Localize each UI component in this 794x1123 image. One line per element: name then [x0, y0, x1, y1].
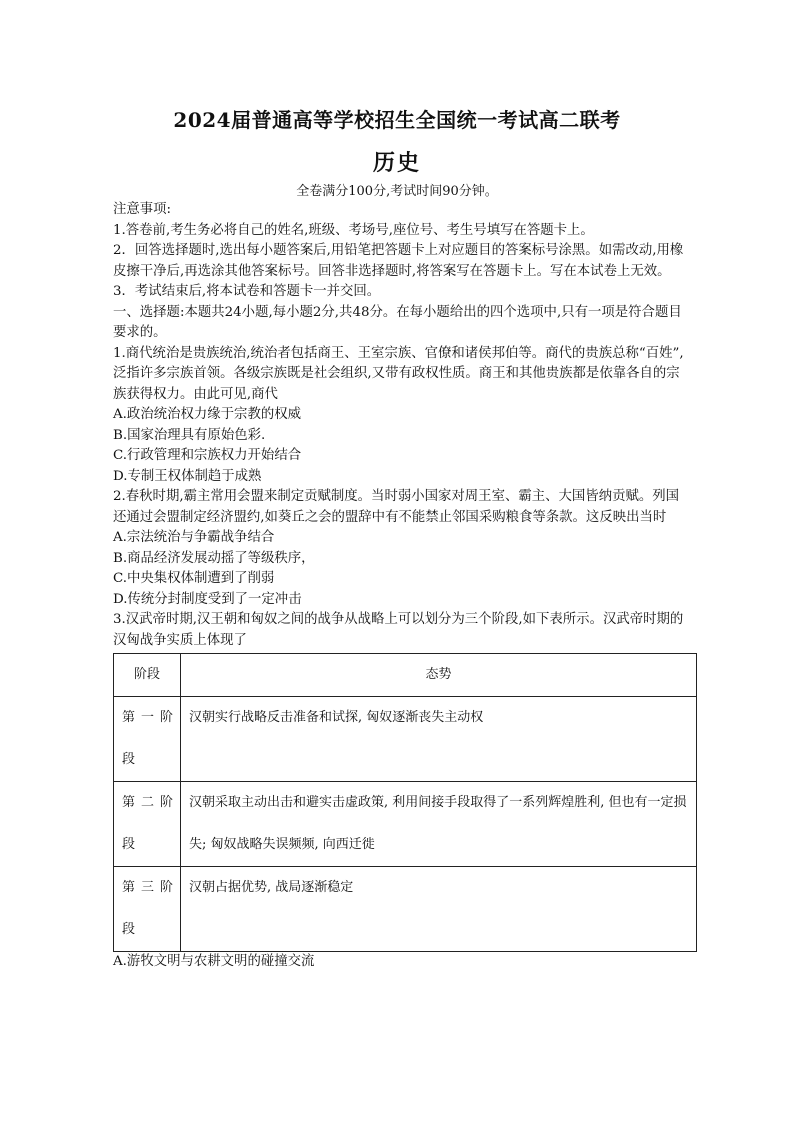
notice-item: 3．考试结束后,将本试卷和答题卡一并交回。: [113, 284, 381, 299]
question-stem: 2.春秋时期,霸主常用会盟来制定贡赋制度。当时弱小国家对周王室、霸主、大国皆纳贡赋。列国还通过会盟制定经济盟约,如葵丘之会的盟辞中有不能禁止邻国采购粮食等条款。这反映出当时: [113, 489, 680, 525]
situation-cell: 汉朝采取主动出击和避实击虚政策, 利用间接手段取得了一系列辉煌胜利, 但也有一定损失; 匈奴战略失误频频, 向西迁徙: [181, 782, 697, 867]
stage-cell: 第一阶段: [114, 697, 181, 782]
option: C.中央集权体制遭到了削弱: [113, 571, 275, 586]
exam-content: [113, 200, 690, 973]
table-header-stage: 阶段: [114, 654, 181, 697]
option: A.游牧文明与农耕文明的碰撞交流: [113, 954, 315, 969]
table-row: [114, 867, 697, 952]
stage-table: [113, 653, 697, 952]
exam-meta: 全卷满分100分,考试时间90分钟。: [296, 184, 498, 199]
notice-heading: 注意事项:: [113, 202, 172, 217]
question-stem: 1.商代统治是贵族统治,统治者包括商王、王室宗族、官僚和诸侯邦伯等。商代的贵族总称“百姓”,泛指许多宗族首领。各级宗族既是社会组织,又带有政权性质。商王和其他贵族都是依靠各自的宗族获得权力。由此可见,商代: [113, 345, 684, 402]
table-row: [114, 697, 697, 782]
stage-cell: 第二阶段: [114, 782, 181, 867]
exam-title: 2024届普通高等学校招生全国统一考试高二联考: [173, 108, 621, 132]
option: B.国家治理具有原始色彩.: [113, 427, 266, 443]
subject-title: 历史: [372, 150, 421, 176]
option: D.专制王权体制趋于成熟: [113, 468, 262, 484]
situation-cell: 汉朝实行战略反击准备和试探, 匈奴逐渐丧失主动权: [181, 697, 697, 782]
option: A.宗法统治与争霸战争结合: [113, 530, 275, 545]
question-stem: 3.汉武帝时期,汉王朝和匈奴之间的战争从战略上可以划分为三个阶段,如下表所示。汉武帝时期的汉匈战争实质上体现了: [113, 612, 684, 648]
option: D.传统分封制度受到了一定冲击: [113, 591, 302, 607]
section-heading: 一、选择题:本题共24小题,每小题2分,共48分。在每小题给出的四个选项中,只有一项是符合题目要求的。: [113, 304, 682, 340]
stage-cell: 第三阶段: [114, 867, 181, 952]
option: C.行政管理和宗族权力开始结合: [113, 448, 302, 463]
table-row: [114, 782, 697, 867]
notice-item: 2．回答选择题时,选出每小题答案后,用铅笔把答题卡上对应题目的答案标号涂黑。如需改动,用橡皮擦干净后,再选涂其他答案标号。回答非选择题时,将答案写在答题卡上。写在本试卷上无效。: [113, 243, 684, 279]
notice-item: 1.答卷前,考生务必将自己的姓名,班级、考场号,座位号、考生号填写在答题卡上。: [113, 222, 594, 238]
situation-cell: 汉朝占据优势, 战局逐渐稳定: [181, 867, 697, 952]
option: B.商品经济发展动摇了等级秩序，: [113, 550, 315, 566]
table-header-row: [114, 654, 697, 697]
option: A.政治统治权力缘于宗教的权威: [113, 407, 302, 422]
table-header-situation: 态势: [181, 654, 697, 697]
